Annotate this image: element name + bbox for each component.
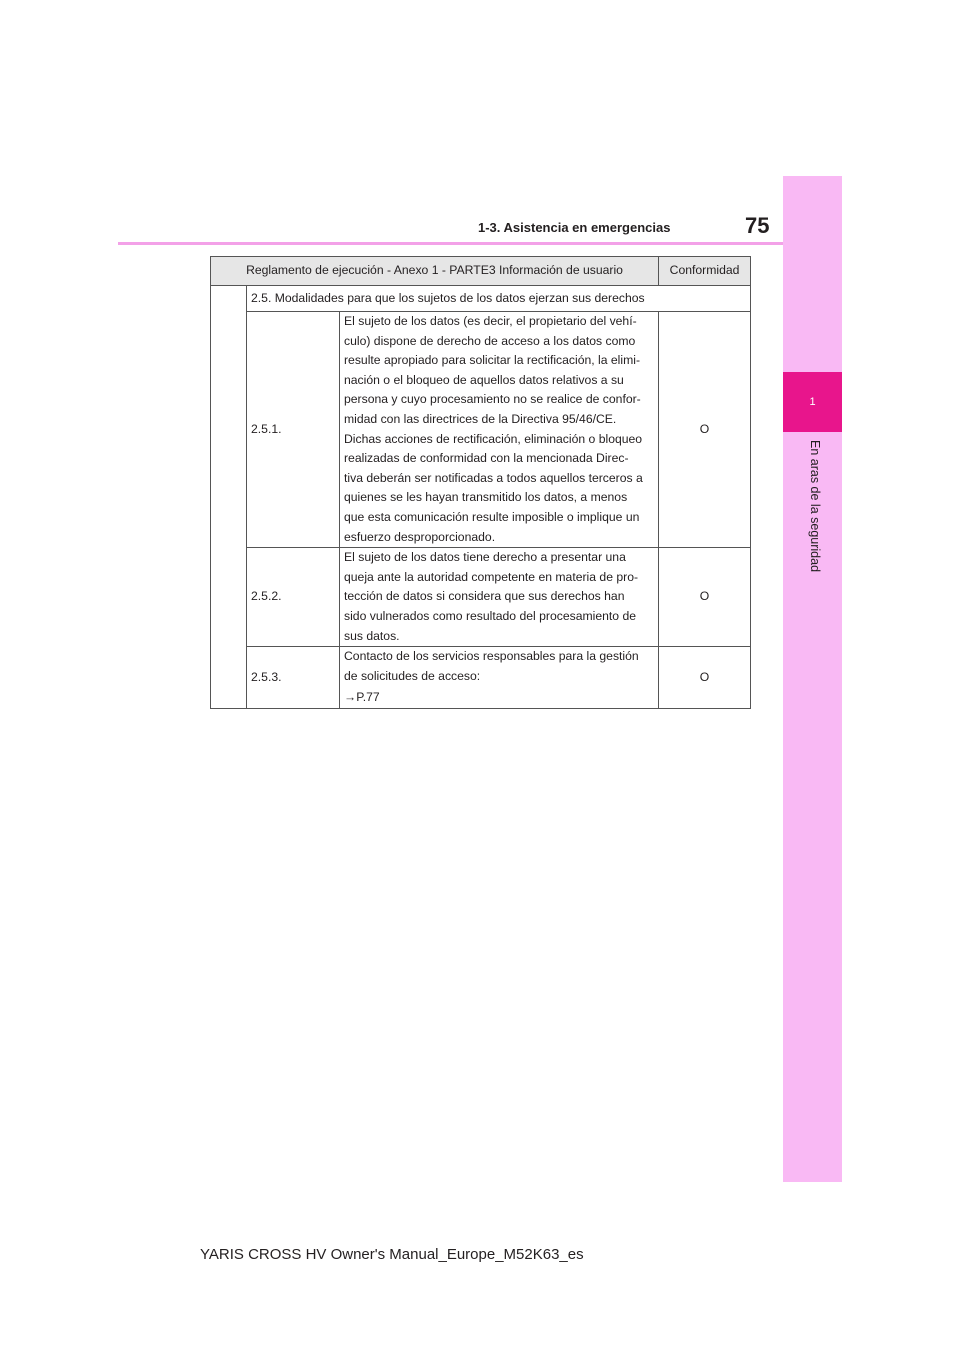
description-line: realizadas de conformidad con la mencionada Direc-	[344, 451, 629, 466]
row-description	[340, 548, 659, 647]
page-number: 75	[745, 213, 770, 238]
chapter-side-tab	[783, 176, 842, 1182]
row-number: 2.5.3.	[247, 647, 340, 709]
row-number: 2.5.2.	[247, 548, 340, 647]
description-line: persona y cuyo procesamiento no se realice de confor-	[344, 392, 641, 407]
chapter-number: 1	[809, 396, 816, 408]
table-row	[211, 548, 751, 647]
page-reference-link[interactable]: →P.77	[344, 690, 380, 705]
header-divider	[118, 242, 783, 245]
description-line: queja ante la autoridad competente en materia de pro-	[344, 569, 639, 584]
description-line: quienes se les hayan transmitido los datos, a menos	[344, 490, 628, 505]
table-subheading-row	[211, 286, 751, 312]
row-description	[340, 312, 659, 548]
description-line: sido vulnerados como resultado del procesamiento de	[344, 608, 636, 623]
description-line: que esta comunicación resulte imposible o implique un	[344, 509, 640, 524]
description-line: esfuerzo desproporcionado.	[344, 529, 496, 544]
description-line: tiva deberán ser notificadas a todos aquellos terceros a	[344, 470, 643, 485]
table-row	[211, 312, 751, 548]
table-header-regulation: Reglamento de ejecución - Anexo 1 - PARTE3 Información de usuario	[211, 257, 659, 286]
chapter-number-badge	[783, 372, 842, 432]
manual-footer: YARIS CROSS HV Owner's Manual_Europe_M52K63_es	[200, 1246, 584, 1263]
description-line: midad con las directrices de la Directiva 95/46/CE.	[344, 411, 617, 426]
description-line: resulte apropiado para solicitar la rectificación, la elimi-	[344, 353, 641, 368]
description-line: nación o el bloqueo de aquellos datos relativos a su	[344, 372, 624, 387]
description-line: El sujeto de los datos (es decir, el propietario del vehí-	[344, 314, 637, 328]
description-line: Dichas acciones de rectificación, eliminación o bloqueo	[344, 431, 643, 446]
row-description	[340, 647, 659, 709]
table-header-row	[211, 257, 751, 286]
table-row	[211, 647, 751, 709]
table-subheading: 2.5. Modalidades para que los sujetos de los datos ejerzan sus derechos	[247, 286, 751, 312]
description-line: culo) dispone de derecho de acceso a los datos como	[344, 333, 636, 348]
regulation-table	[210, 256, 751, 709]
description-line: tección de datos si considera que sus derechos han	[344, 589, 625, 604]
row-conformity: O	[659, 548, 751, 647]
chapter-label: En aras de la seguridad	[808, 440, 822, 573]
description-line: El sujeto de los datos tiene derecho a presentar una	[344, 550, 626, 565]
description-line: sus datos.	[344, 628, 400, 643]
description-line: de solicitudes de acceso:	[344, 668, 481, 683]
row-conformity: O	[659, 647, 751, 709]
table-header-conformity: Conformidad	[659, 257, 751, 286]
description-line: Contacto de los servicios responsables para la gestión	[344, 649, 639, 664]
row-number: 2.5.1.	[247, 312, 340, 548]
row-conformity: O	[659, 312, 751, 548]
indent-cell	[211, 286, 247, 709]
section-title: 1-3. Asistencia en emergencias	[478, 220, 671, 235]
